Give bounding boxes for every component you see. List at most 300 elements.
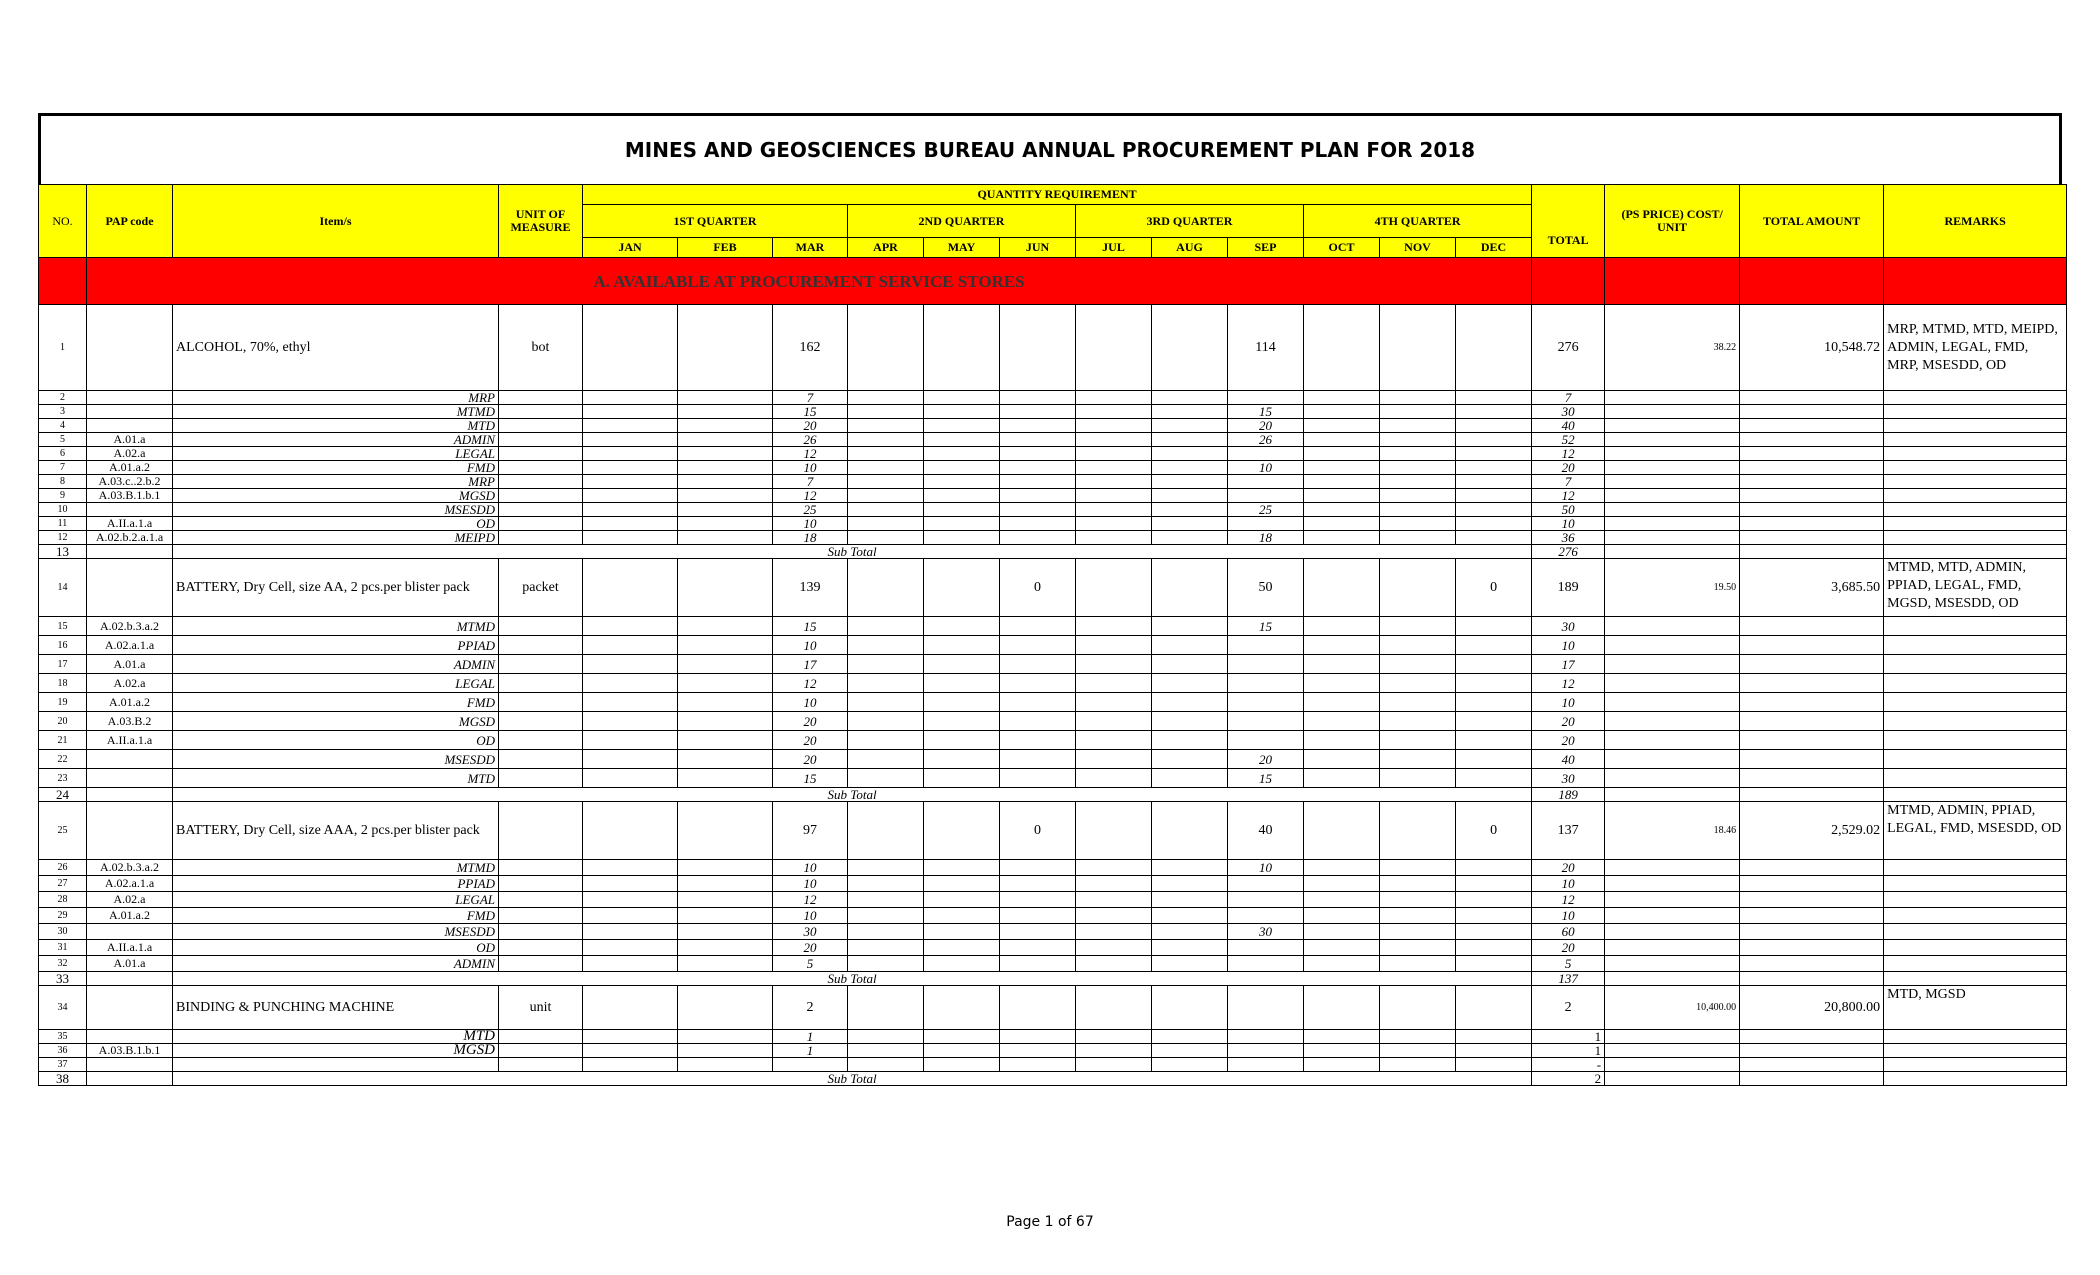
qty-jan (583, 1058, 678, 1072)
qty-jul (1076, 461, 1152, 475)
qty-jun: 0 (1000, 559, 1076, 617)
qty-sep (1228, 475, 1304, 489)
qty-total: 20 (1532, 860, 1605, 876)
qty-apr (848, 433, 924, 447)
remarks (1884, 712, 2067, 731)
unit-of-measure (499, 731, 583, 750)
office-name: MGSD (173, 1044, 499, 1058)
unit-of-measure: unit (499, 986, 583, 1030)
pap-code: A.02.a.1.a (87, 876, 173, 892)
qty-may (924, 503, 1000, 517)
qty-feb (678, 892, 773, 908)
unit-price (1605, 1072, 1740, 1086)
qty-feb (678, 712, 773, 731)
office-name: ADMIN (173, 956, 499, 972)
qty-apr (848, 1030, 924, 1044)
unit-of-measure (499, 489, 583, 503)
office-name: MGSD (173, 489, 499, 503)
qty-sep (1228, 674, 1304, 693)
qty-nov (1380, 908, 1456, 924)
unit-price (1605, 531, 1740, 545)
unit-price (1605, 769, 1740, 788)
unit-of-measure (499, 405, 583, 419)
row-number: 18 (39, 674, 87, 693)
qty-sep (1228, 1044, 1304, 1058)
qty-jun (1000, 674, 1076, 693)
qty-may (924, 908, 1000, 924)
qty-apr (848, 305, 924, 391)
office-row (39, 517, 2067, 531)
qty-nov (1380, 489, 1456, 503)
qty-jun (1000, 908, 1076, 924)
qty-may (924, 305, 1000, 391)
unit-of-measure (499, 892, 583, 908)
qty-dec (1456, 693, 1532, 712)
qty-jun (1000, 636, 1076, 655)
office-row (39, 892, 2067, 908)
row-number: 12 (39, 531, 87, 545)
qty-aug (1152, 559, 1228, 617)
qty-may (924, 924, 1000, 940)
qty-aug (1152, 655, 1228, 674)
unit-price (1605, 750, 1740, 769)
office-name: MGSD (173, 712, 499, 731)
qty-apr (848, 731, 924, 750)
qty-aug (1152, 447, 1228, 461)
remarks (1884, 636, 2067, 655)
qty-jan (583, 447, 678, 461)
qty-aug (1152, 517, 1228, 531)
qty-jun (1000, 924, 1076, 940)
row-number: 1 (39, 305, 87, 391)
month-nov: NOV (1380, 238, 1456, 258)
qty-apr (848, 559, 924, 617)
qty-jun (1000, 876, 1076, 892)
qty-may (924, 750, 1000, 769)
qty-aug (1152, 892, 1228, 908)
qty-apr (848, 419, 924, 433)
unit-of-measure (499, 693, 583, 712)
header-q3: 3RD QUARTER (1076, 205, 1304, 238)
pap-code (87, 802, 173, 860)
qty-nov (1380, 531, 1456, 545)
qty-sep (1228, 1030, 1304, 1044)
qty-mar: 10 (773, 693, 848, 712)
qty-total: 50 (1532, 503, 1605, 517)
total-amount (1740, 769, 1884, 788)
qty-feb (678, 391, 773, 405)
unit-price (1605, 405, 1740, 419)
qty-total: 52 (1532, 433, 1605, 447)
qty-feb (678, 769, 773, 788)
qty-oct (1304, 986, 1380, 1030)
qty-feb (678, 986, 773, 1030)
qty-sep (1228, 731, 1304, 750)
remarks (1884, 693, 2067, 712)
qty-total: 30 (1532, 769, 1605, 788)
total-amount (1740, 517, 1884, 531)
qty-jul (1076, 731, 1152, 750)
remarks (1884, 1030, 2067, 1044)
total-amount (1740, 972, 1884, 986)
qty-sep (1228, 908, 1304, 924)
qty-mar: 10 (773, 461, 848, 475)
qty-oct (1304, 908, 1380, 924)
qty-nov (1380, 956, 1456, 972)
total-amount (1740, 750, 1884, 769)
unit-price (1605, 712, 1740, 731)
qty-may (924, 433, 1000, 447)
qty-jun: 0 (1000, 802, 1076, 860)
qty-total: 10 (1532, 517, 1605, 531)
total-amount (1740, 419, 1884, 433)
office-name: OD (173, 517, 499, 531)
qty-jul (1076, 860, 1152, 876)
qty-nov (1380, 617, 1456, 636)
qty-dec: 0 (1456, 559, 1532, 617)
qty-nov (1380, 391, 1456, 405)
qty-total: 30 (1532, 405, 1605, 419)
pap-code (87, 1058, 173, 1072)
qty-total: 30 (1532, 617, 1605, 636)
total-amount: 10,548.72 (1740, 305, 1884, 391)
qty-may (924, 876, 1000, 892)
unit-of-measure (499, 391, 583, 405)
qty-oct (1304, 802, 1380, 860)
row-number: 21 (39, 731, 87, 750)
pap-code: A.02.a (87, 674, 173, 693)
office-name: OD (173, 940, 499, 956)
qty-total: 7 (1532, 391, 1605, 405)
qty-nov (1380, 892, 1456, 908)
row-number: 25 (39, 802, 87, 860)
qty-mar: 12 (773, 674, 848, 693)
qty-jan (583, 860, 678, 876)
total-amount (1740, 503, 1884, 517)
office-name: FMD (173, 908, 499, 924)
office-name: LEGAL (173, 892, 499, 908)
remarks (1884, 405, 2067, 419)
qty-apr (848, 636, 924, 655)
qty-sep: 20 (1228, 419, 1304, 433)
qty-jan (583, 892, 678, 908)
qty-feb (678, 405, 773, 419)
qty-apr (848, 447, 924, 461)
unit-of-measure (499, 1044, 583, 1058)
qty-sep: 30 (1228, 924, 1304, 940)
qty-sep (1228, 712, 1304, 731)
qty-aug (1152, 802, 1228, 860)
remarks (1884, 447, 2067, 461)
qty-feb (678, 475, 773, 489)
qty-mar: 30 (773, 924, 848, 940)
qty-mar: 26 (773, 433, 848, 447)
qty-oct (1304, 956, 1380, 972)
unit-price: 19.50 (1605, 559, 1740, 617)
unit-price (1605, 693, 1740, 712)
qty-jan (583, 1030, 678, 1044)
month-jan: JAN (583, 238, 678, 258)
remarks (1884, 503, 2067, 517)
row-number: 34 (39, 986, 87, 1030)
pap-code: A.02.b.3.a.2 (87, 860, 173, 876)
total-amount (1740, 693, 1884, 712)
office-name: FMD (173, 461, 499, 475)
unit-of-measure (499, 433, 583, 447)
office-row (39, 750, 2067, 769)
office-row (39, 531, 2067, 545)
qty-sep: 15 (1228, 617, 1304, 636)
qty-aug (1152, 940, 1228, 956)
unit-of-measure (499, 940, 583, 956)
office-row (39, 655, 2067, 674)
office-row (39, 475, 2067, 489)
total-amount (1740, 892, 1884, 908)
qty-nov (1380, 924, 1456, 940)
qty-nov (1380, 860, 1456, 876)
subtotal-label: Sub Total (173, 1072, 1532, 1086)
qty-aug (1152, 1044, 1228, 1058)
qty-mar: 5 (773, 956, 848, 972)
remarks (1884, 750, 2067, 769)
qty-dec: 0 (1456, 802, 1532, 860)
qty-dec (1456, 924, 1532, 940)
total-amount (1740, 1030, 1884, 1044)
qty-aug (1152, 1030, 1228, 1044)
total-amount (1740, 712, 1884, 731)
pap-code: A.01.a (87, 433, 173, 447)
qty-feb (678, 674, 773, 693)
qty-feb (678, 636, 773, 655)
qty-feb (678, 489, 773, 503)
month-sep: SEP (1228, 238, 1304, 258)
qty-total: 20 (1532, 940, 1605, 956)
qty-jun (1000, 475, 1076, 489)
qty-may (924, 712, 1000, 731)
qty-jan (583, 503, 678, 517)
qty-jan (583, 940, 678, 956)
unit-price (1605, 1058, 1740, 1072)
qty-mar: 20 (773, 940, 848, 956)
qty-may (924, 405, 1000, 419)
pap-code: A.01.a (87, 655, 173, 674)
remarks (1884, 956, 2067, 972)
pap-code (87, 391, 173, 405)
qty-oct (1304, 419, 1380, 433)
qty-apr (848, 940, 924, 956)
qty-oct (1304, 750, 1380, 769)
qty-jul (1076, 693, 1152, 712)
row-number: 37 (39, 1058, 87, 1072)
month-apr: APR (848, 238, 924, 258)
qty-apr (848, 750, 924, 769)
total-amount (1740, 545, 1884, 559)
row-number: 17 (39, 655, 87, 674)
qty-jul (1076, 940, 1152, 956)
qty-aug (1152, 956, 1228, 972)
qty-apr (848, 924, 924, 940)
qty-mar: 17 (773, 655, 848, 674)
unit-price (1605, 503, 1740, 517)
qty-jan (583, 924, 678, 940)
qty-total: 137 (1532, 802, 1605, 860)
qty-aug (1152, 405, 1228, 419)
qty-aug (1152, 419, 1228, 433)
qty-dec (1456, 750, 1532, 769)
remarks (1884, 419, 2067, 433)
total-amount (1740, 731, 1884, 750)
subtotal-total: 137 (1532, 972, 1605, 986)
remarks (1884, 655, 2067, 674)
total-amount (1740, 391, 1884, 405)
section-row (39, 258, 2067, 305)
qty-jun (1000, 447, 1076, 461)
pap-code: A.03.c..2.b.2 (87, 475, 173, 489)
qty-jan (583, 559, 678, 617)
qty-nov (1380, 405, 1456, 419)
qty-jan (583, 531, 678, 545)
qty-jan (583, 489, 678, 503)
qty-jul (1076, 617, 1152, 636)
qty-nov (1380, 461, 1456, 475)
qty-total: 12 (1532, 447, 1605, 461)
qty-feb (678, 860, 773, 876)
qty-nov (1380, 876, 1456, 892)
remarks: MTMD, ADMIN, PPIAD, LEGAL, FMD, MSESDD, OD (1884, 802, 2067, 860)
qty-nov (1380, 305, 1456, 391)
qty-nov (1380, 636, 1456, 655)
unit-of-measure (499, 655, 583, 674)
unit-of-measure (499, 802, 583, 860)
remarks (1884, 391, 2067, 405)
qty-jan (583, 693, 678, 712)
row-number: 8 (39, 475, 87, 489)
qty-total: 12 (1532, 489, 1605, 503)
qty-dec (1456, 636, 1532, 655)
pap-code: A.03.B.1.b.1 (87, 1044, 173, 1058)
remarks (1884, 545, 2067, 559)
qty-apr (848, 1058, 924, 1072)
row-number: 6 (39, 447, 87, 461)
qty-apr (848, 986, 924, 1030)
qty-sep: 15 (1228, 769, 1304, 788)
office-row (39, 1044, 2067, 1058)
unit-price (1605, 447, 1740, 461)
remarks (1884, 972, 2067, 986)
qty-may (924, 892, 1000, 908)
row-number: 33 (39, 972, 87, 986)
qty-aug (1152, 908, 1228, 924)
qty-dec (1456, 489, 1532, 503)
qty-apr (848, 503, 924, 517)
subtotal-label: Sub Total (173, 545, 1532, 559)
qty-dec (1456, 305, 1532, 391)
remarks (1884, 531, 2067, 545)
qty-jun (1000, 305, 1076, 391)
qty-oct (1304, 674, 1380, 693)
qty-aug (1152, 731, 1228, 750)
qty-oct (1304, 461, 1380, 475)
row-number: 9 (39, 489, 87, 503)
qty-aug (1152, 769, 1228, 788)
remarks (1884, 788, 2067, 802)
qty-nov (1380, 447, 1456, 461)
remarks (1884, 1072, 2067, 1086)
pap-code: A.II.a.1.a (87, 517, 173, 531)
qty-total: 10 (1532, 876, 1605, 892)
qty-mar: 15 (773, 405, 848, 419)
qty-dec (1456, 405, 1532, 419)
qty-jun (1000, 712, 1076, 731)
office-row (39, 636, 2067, 655)
document-title: MINES AND GEOSCIENCES BUREAU ANNUAL PROCUREMENT PLAN FOR 2018 (38, 113, 2062, 184)
total-amount: 20,800.00 (1740, 986, 1884, 1030)
qty-mar: 15 (773, 617, 848, 636)
subtotal-label: Sub Total (173, 788, 1532, 802)
qty-may (924, 693, 1000, 712)
qty-dec (1456, 531, 1532, 545)
qty-nov (1380, 419, 1456, 433)
qty-may (924, 636, 1000, 655)
qty-total: 20 (1532, 461, 1605, 475)
qty-sep: 40 (1228, 802, 1304, 860)
unit-of-measure (499, 924, 583, 940)
qty-aug (1152, 750, 1228, 769)
qty-oct (1304, 1058, 1380, 1072)
total-amount (1740, 1072, 1884, 1086)
qty-jan (583, 876, 678, 892)
qty-dec (1456, 940, 1532, 956)
qty-nov (1380, 1058, 1456, 1072)
qty-may (924, 674, 1000, 693)
qty-apr (848, 405, 924, 419)
qty-feb (678, 802, 773, 860)
qty-total: 2 (1532, 986, 1605, 1030)
qty-feb (678, 559, 773, 617)
item-row (39, 559, 2067, 617)
qty-total: 5 (1532, 956, 1605, 972)
qty-jan (583, 419, 678, 433)
header-q1: 1ST QUARTER (583, 205, 848, 238)
unit-of-measure (499, 531, 583, 545)
qty-sep: 26 (1228, 433, 1304, 447)
qty-mar: 10 (773, 517, 848, 531)
qty-oct (1304, 503, 1380, 517)
pap-code: A.02.b.2.a.1.a (87, 531, 173, 545)
qty-feb (678, 531, 773, 545)
header-total: TOTAL (1532, 185, 1605, 258)
office-name: OD (173, 731, 499, 750)
unit-price (1605, 489, 1740, 503)
qty-apr (848, 617, 924, 636)
pap-code (87, 986, 173, 1030)
subtotal-row (39, 972, 2067, 986)
qty-total: 20 (1532, 731, 1605, 750)
qty-mar: 15 (773, 769, 848, 788)
qty-oct (1304, 559, 1380, 617)
month-jul: JUL (1076, 238, 1152, 258)
qty-nov (1380, 802, 1456, 860)
qty-total: 12 (1532, 892, 1605, 908)
row-number: 27 (39, 876, 87, 892)
office-row (39, 617, 2067, 636)
qty-dec (1456, 731, 1532, 750)
office-name: MTD (173, 769, 499, 788)
row-number: 7 (39, 461, 87, 475)
qty-nov (1380, 769, 1456, 788)
unit-of-measure (499, 908, 583, 924)
header-q2: 2ND QUARTER (848, 205, 1076, 238)
